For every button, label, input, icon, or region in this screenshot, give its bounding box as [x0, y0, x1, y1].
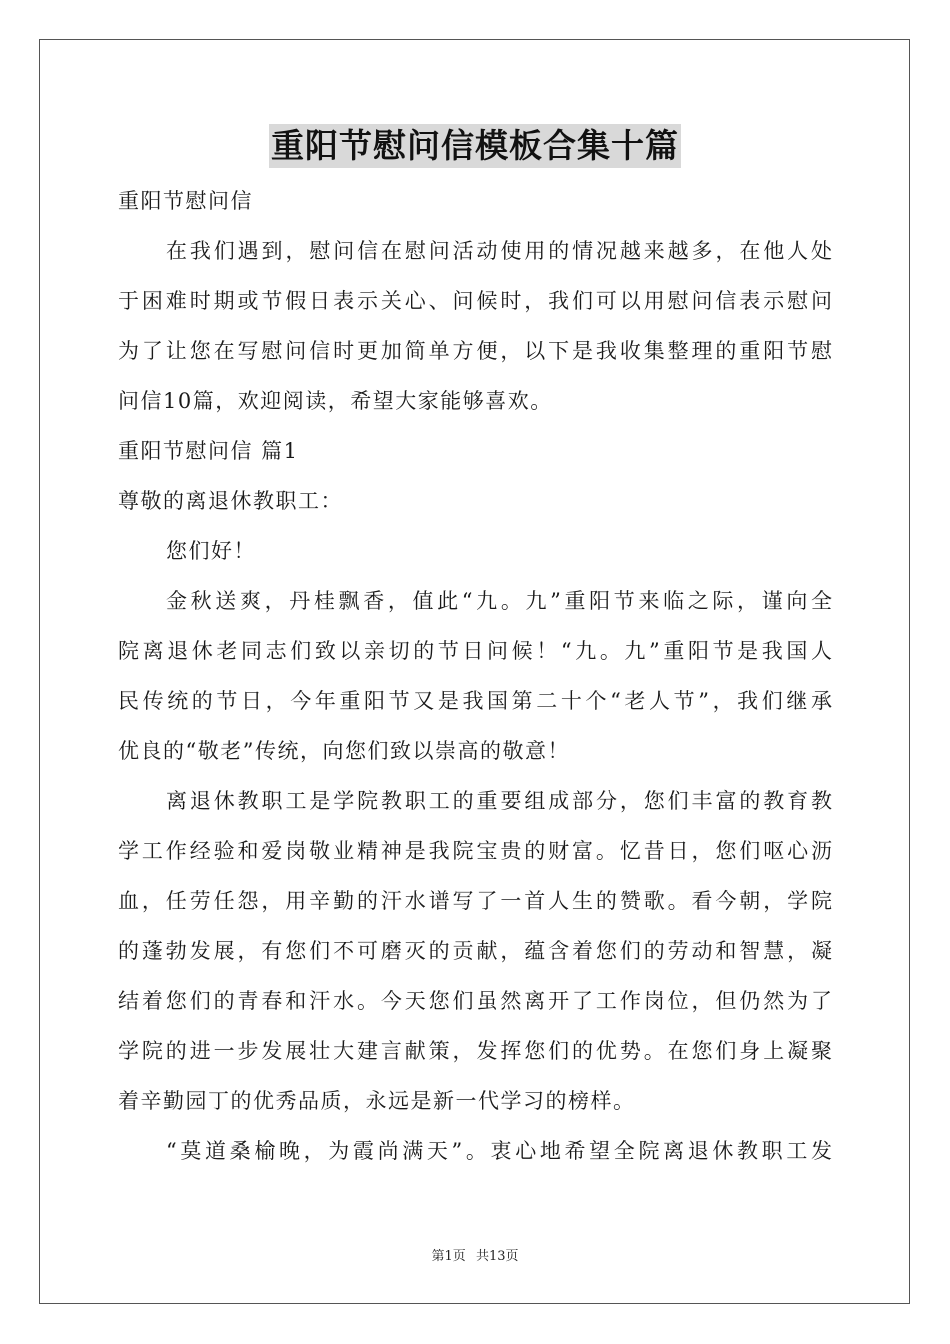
- text-line: 重阳节慰问信: [118, 189, 253, 213]
- text-line: 着辛勤园丁的优秀品质，永远是新一代学习的榜样。: [118, 1089, 636, 1113]
- page-number: 第1页: [431, 1249, 466, 1264]
- text-line: 您们好！: [166, 539, 256, 563]
- text-line: 民传统的节日，今年重阳节又是我国第二十个“老人节”，我们继承: [118, 689, 832, 713]
- document-body: [118, 176, 832, 1176]
- text-line: 学工作经验和爱岗敬业精神是我院宝贵的财富。忆昔日，您们呕心沥: [118, 839, 832, 863]
- document-title: 重阳节慰问信模板合集十篇: [269, 124, 681, 168]
- text-line: 优良的“敬老”传统，向您们致以崇高的敬意！: [118, 739, 570, 763]
- text-line: 为了让您在写慰问信时更加简单方便，以下是我收集整理的重阳节慰: [118, 339, 832, 363]
- text-line: “莫道桑榆晚，为霞尚满天”。衷心地希望全院离退休教职工发: [166, 1139, 832, 1163]
- page-total: 共13页: [475, 1249, 519, 1264]
- text-line: 院离退休老同志们致以亲切的节日问候！“九。九”重阳节是我国人: [118, 639, 832, 663]
- page-footer: [0, 1245, 950, 1264]
- title-block: [0, 124, 950, 168]
- text-line: 学院的进一步发展壮大建言献策，发挥您们的优势。在您们身上凝聚: [118, 1039, 832, 1063]
- text-line: 问信10篇，欢迎阅读，希望大家能够喜欢。: [118, 389, 553, 413]
- text-line: 重阳节慰问信 篇1: [118, 439, 299, 463]
- text-line: 的蓬勃发展，有您们不可磨灭的贡献，蕴含着您们的劳动和智慧，凝: [118, 939, 832, 963]
- text-line: 离退休教职工是学院教职工的重要组成部分，您们丰富的教育教: [166, 789, 832, 813]
- text-line: 于困难时期或节假日表示关心、问候时，我们可以用慰问信表示慰问: [118, 289, 832, 313]
- text-line: 在我们遇到，慰问信在慰问活动使用的情况越来越多，在他人处: [166, 239, 832, 263]
- text-line: 尊敬的离退休教职工：: [118, 489, 343, 513]
- text-line: 血，任劳任怨，用辛勤的汗水谱写了一首人生的赞歌。看今朝，学院: [118, 889, 832, 913]
- text-line: 金秋送爽，丹桂飘香，值此“九。九”重阳节来临之际，谨向全: [166, 589, 832, 613]
- text-line: 结着您们的青春和汗水。今天您们虽然离开了工作岗位，但仍然为了: [118, 989, 832, 1013]
